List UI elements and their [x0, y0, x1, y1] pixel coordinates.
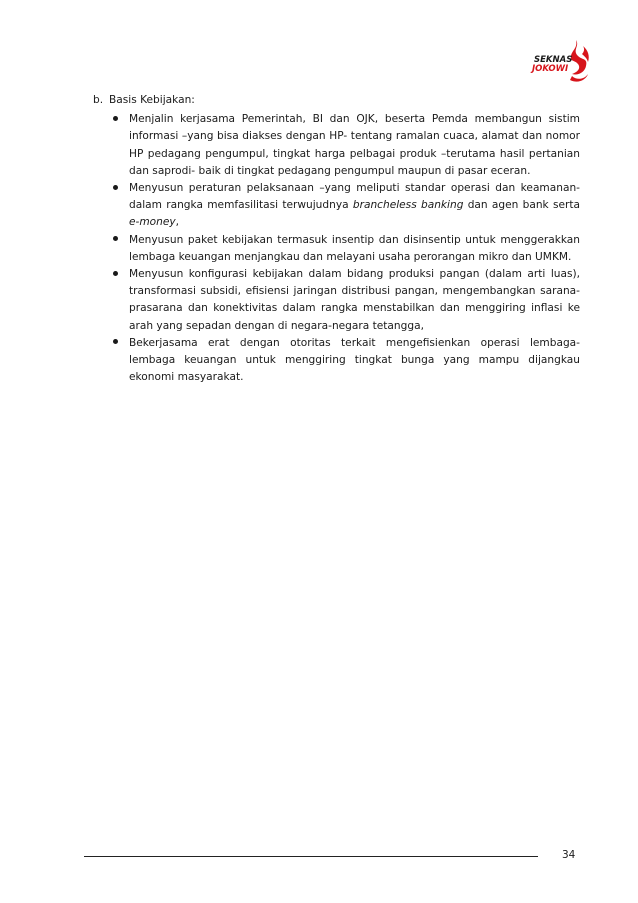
bullet-text-part: dan agen bank serta: [463, 199, 580, 212]
bullet-icon: [93, 180, 129, 197]
list-item: [93, 266, 580, 335]
bullet-text: [129, 180, 580, 232]
bullet-text-emphasis: e-money: [129, 216, 176, 229]
logo-line2: JOKOWI: [532, 64, 569, 74]
logo-line1: SEKNAS: [534, 55, 573, 65]
bullet-text-emphasis: brancheless banking: [352, 199, 464, 212]
bullet-text: Menjalin kerjasama Pemerintah, BI dan OJK, beserta Pemda membangun sistim informasi –yang bisa diakses dengan HP- tentang ramalan cuaca, alamat dan nomor HP pedagang pengumpul, tingkat harga pelbagai produk –terutama hasil pertanian dan saprodi- baik di tingkat pedagang pengumpul maupun di pasar eceran.: [129, 113, 580, 177]
bullet-text: Bekerjasama erat dengan otoritas terkait mengefisienkan operasi lembaga- lembaga keuangan untuk menggiring tingkat bunga yang mampu dijangkau ekonomi masyarakat.: [129, 336, 580, 384]
bullet-icon: [93, 232, 129, 249]
bullet-text: Menyusun konfigurasi kebijakan dalam bidang produksi pangan (dalam arti luas), transformasi subsidi, efisiensi jaringan distribusi pangan, mengembangkan sarana-prasarana dan konektivitas dalam rangka menstabilkan dan menggiring inflasi ke arah yang sepadan dengan di negara-negara tetangga,: [129, 268, 580, 332]
bullet-text-part: Menyusun peraturan pelaksanaan –yang meliputi standar operasi dan keamanan- dalam rangka memfasilitasi terwujudnya: [129, 182, 580, 212]
bullet-icon: [93, 266, 129, 283]
footer-divider: [84, 856, 538, 857]
bullet-icon: [93, 335, 129, 352]
list-item: [93, 180, 580, 232]
bullet-icon: [93, 111, 129, 128]
section-marker: b.: [93, 94, 104, 106]
section-title: Basis Kebijakan:: [109, 94, 195, 106]
bullet-text: Menyusun paket kebijakan termasuk insentip dan disinsentip untuk menggerakkan lembaga keuangan menjangkau dan melayani usaha perorangan mikro dan UMKM.: [129, 233, 580, 263]
list-item: [93, 111, 580, 180]
page-number: 34: [562, 849, 576, 861]
document-body: [93, 92, 580, 386]
bullet-list: [93, 111, 580, 386]
section-heading: [93, 92, 580, 109]
list-item: [93, 335, 580, 387]
seknas-jokowi-logo: [528, 36, 598, 84]
list-item: [93, 232, 580, 266]
bullet-text-part: ,: [175, 216, 180, 229]
